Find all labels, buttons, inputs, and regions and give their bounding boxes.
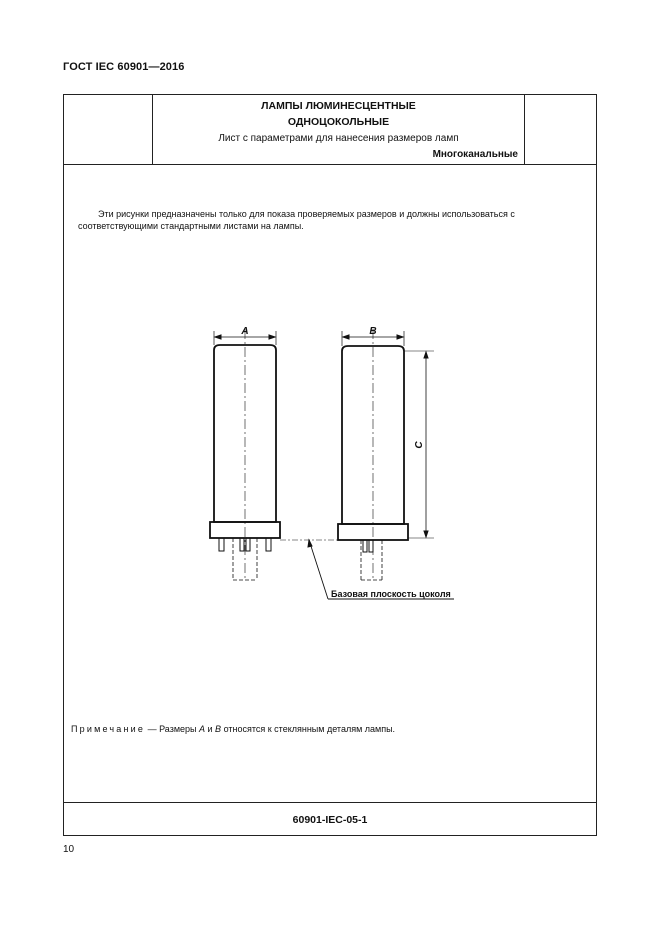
lamp-b [338, 329, 434, 580]
dim-a-label: A [241, 326, 249, 337]
intro-paragraph: Эти рисунки предназначены только для показа проверяемых размеров и должны использоваться с соответствующими стандартными листами на лампы. [78, 209, 515, 231]
title-line-2: ОДНОЦОКОЛЬНЫЕ [287, 116, 390, 128]
note-conj: и [205, 724, 216, 734]
note-label: Примечание [71, 724, 146, 734]
dim-c-label: C [414, 441, 425, 449]
note-text: — Размеры [145, 724, 199, 734]
standard-code: ГОСТ IEC 60901—2016 [63, 61, 185, 73]
note-dim-a: A [199, 724, 206, 734]
note-end: относятся к стеклянным деталям лампы. [221, 724, 396, 734]
lamp-dimension-drawing [64, 95, 598, 715]
note-paragraph [71, 724, 395, 734]
footer-divider [64, 802, 596, 803]
page-number: 10 [63, 844, 75, 855]
dim-b-label: B [369, 326, 377, 337]
lamp-category: Многоканальные [432, 149, 518, 160]
sheet-code: 60901-IEC-05-1 [292, 814, 368, 826]
base-plane-label: Базовая плоскость цоколя [331, 589, 451, 599]
lamp-a [210, 329, 280, 580]
sheet-frame [63, 94, 597, 836]
sheet-subtitle: Лист с параметрами для нанесения размеров ламп [218, 133, 459, 144]
title-line-1: ЛАМПЫ ЛЮМИНЕСЦЕНТНЫЕ [261, 100, 416, 112]
note-dim-b: B [215, 724, 222, 734]
